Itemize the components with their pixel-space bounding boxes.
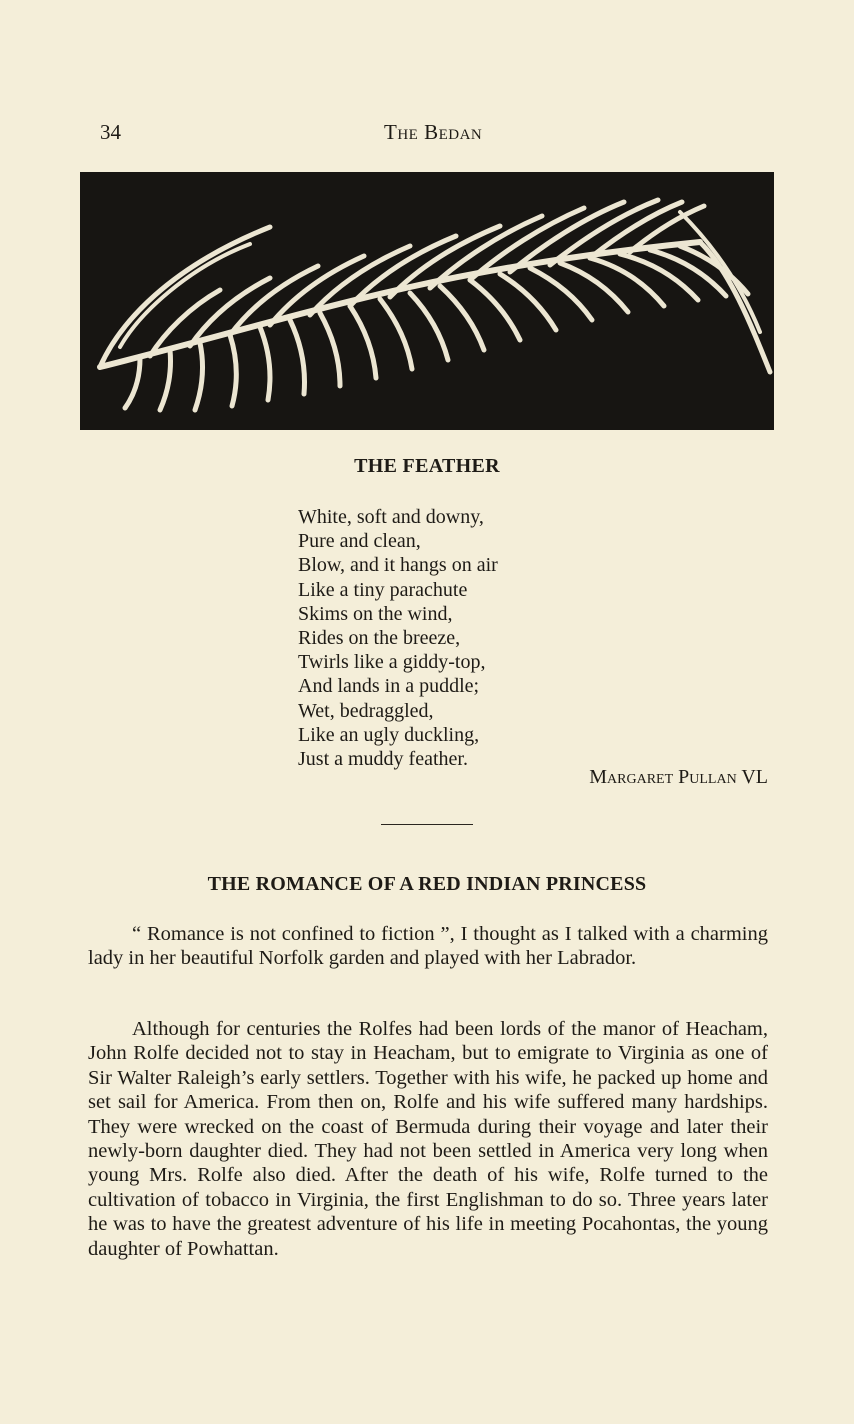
- poem-author: Margaret Pullan VL: [589, 766, 768, 788]
- article-paragraph: Although for centuries the Rolfes had been lords of the manor of Heacham, John Rolfe decided not to stay in Heacham, but to emigrate to Virginia as one of Sir Walter Raleigh’s early settlers. Together with his wife, he packed up home and set sail for America. From then on, Rolfe and his wife suffered many hardships. They were wrecked on the coast of Bermuda during their voyage and later their newly-born daughter died. They had not been settled in America very long when young Mrs. Rolfe also died. After the death of his wife, Rolfe turned to the cultivation of tobacco in Virginia, the first Englishman to do so. Three years later he was to have the greatest adventure of his life in meeting Pocahontas, the young daughter of Powhattan.: [88, 1018, 768, 1260]
- article-paragraph: “ Romance is not confined to fiction ”, I thought as I talked with a charming lady in her beautiful Norfolk garden and played with her Labrador.: [88, 923, 768, 970]
- poem-line: And lands in a puddle;: [298, 675, 480, 698]
- running-head: The Bedan: [384, 120, 483, 144]
- poem-line: Twirls like a giddy-top,: [298, 651, 486, 674]
- poem-line: Blow, and it hangs on air: [298, 554, 498, 577]
- poem-title: THE FEATHER: [354, 455, 500, 477]
- poem-line: Skims on the wind,: [298, 602, 453, 625]
- feather-icon: [80, 172, 774, 430]
- page-number: 34: [100, 120, 121, 144]
- poem-line: Pure and clean,: [298, 530, 421, 553]
- poem-body: [298, 505, 718, 771]
- section-divider: [381, 824, 473, 825]
- poem-line: White, soft and downy,: [298, 506, 484, 528]
- poem-line: Like an ugly duckling,: [298, 723, 480, 746]
- page-header: [100, 120, 780, 150]
- poem-line: Wet, bedraggled,: [298, 699, 434, 722]
- poem-line: Rides on the breeze,: [298, 627, 461, 650]
- feather-woodcut-illustration: [80, 172, 774, 430]
- poem-line: Like a tiny parachute: [298, 578, 468, 601]
- article-title: THE ROMANCE OF A RED INDIAN PRINCESS: [207, 873, 647, 895]
- poem-line: Just a muddy feather.: [298, 748, 468, 771]
